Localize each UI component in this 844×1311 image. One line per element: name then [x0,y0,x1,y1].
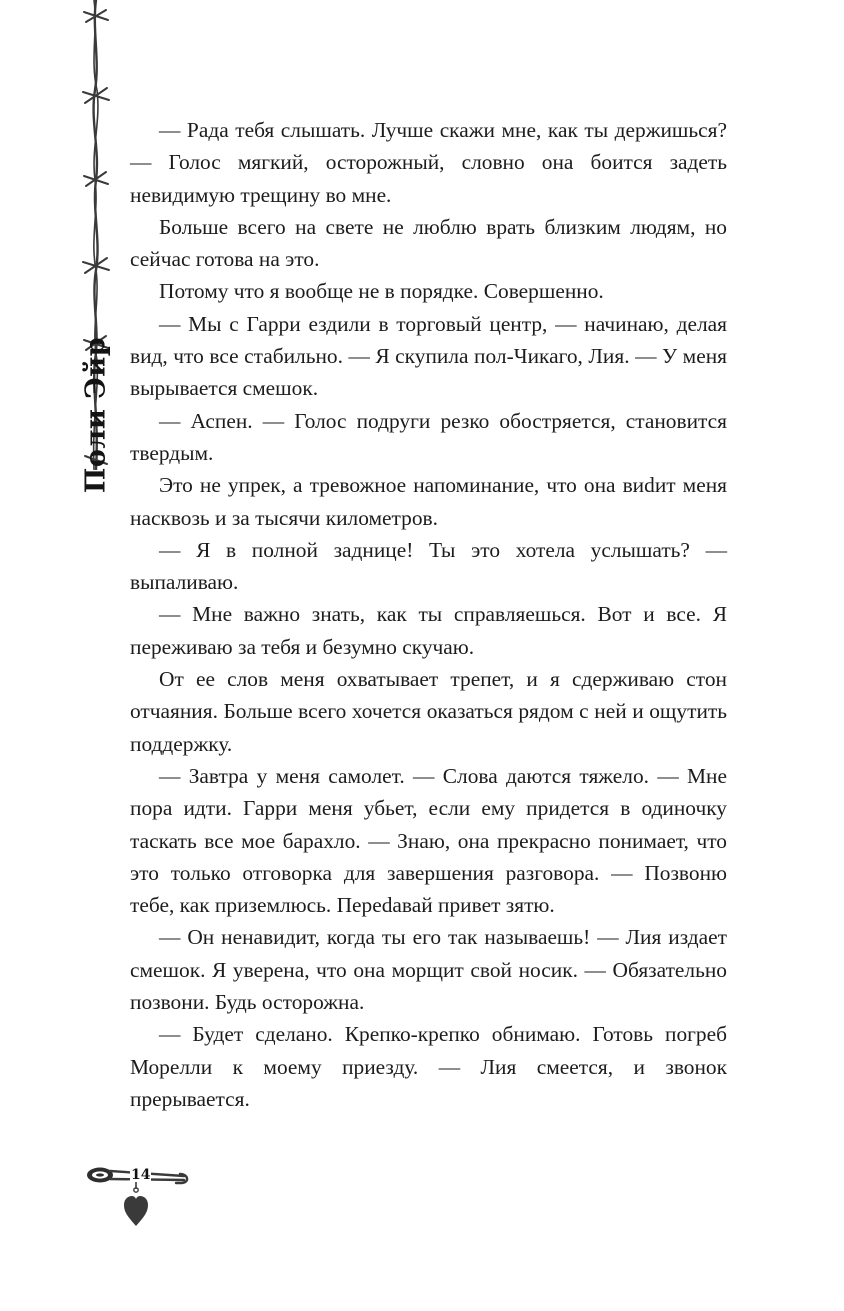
paragraph: — Он ненавидит, когда ты его так называешь! — Лия издает смешок. Я уверена, что она морщит свой носик. — Обязательно позвони. Будь осторожна. [130,925,727,1015]
heart-charm-icon [124,1180,148,1226]
paragraph: От ее слов меня охватывает трепет, и я сдерживаю стон отчаяния. Больше всего хочется оказаться рядом с ней и ощутить поддержку. [130,667,727,756]
paragraph: — Я в полной заднице! Ты это хотела услышать? — выпаливаю. [130,537,727,595]
paragraph: — Мы с Гарри ездили в торговый центр, — начинаю, делая вид, что все стабильно. — Я скупила пол-Чикаго, Лия. — У меня вырывается смешок. [130,311,727,401]
paragraph: — Завтра у меня самолет. — Слова даются тяжело. — Мне пора идти. Гарри меня убьет, если ему придется в одиночку таскать все мое барахло. — Знаю, она прекрасно понимает, что это только отговорка для завершения разговора. — Позвоню тебе, как приземлюсь. Переdавай привет зятю. [130,763,727,918]
paragraph: — Рада тебя слышать. Лучше скажи мне, как ты держишься? — Голос мягкий, осторожный, словно она боится задеть невидимую трещину во мне. [130,118,727,207]
running-head-author [76,336,116,494]
author-name: Поли Эйр [80,336,112,494]
paragraph: — Мне важно знать, как ты справляешься. Вот и все. Я переживаю за тебя и безумно скучаю. [130,602,727,659]
page-number: 14 [131,1167,151,1183]
paragraph: Это не упрек, а тревожное напоминание, что она виdит меня насквозь и за тысячи километров. [130,473,727,530]
paragraph: — Аспен. — Голос подруги резко обостряется, становится твердым. [130,408,727,465]
paragraph: — Будет сделано. Крепко-крепко обнимаю. Готовь погреб Морелли к моему приезду. — Лия смеется, и звонок прерывается. [130,1022,727,1111]
paragraph: Больше всего на свете не люблю врать близким людям, но сейчас готова на это. [130,214,727,272]
body-text [130,114,727,1115]
paragraph: Потому что я вообще не в порядке. Совершенно. [159,279,604,304]
